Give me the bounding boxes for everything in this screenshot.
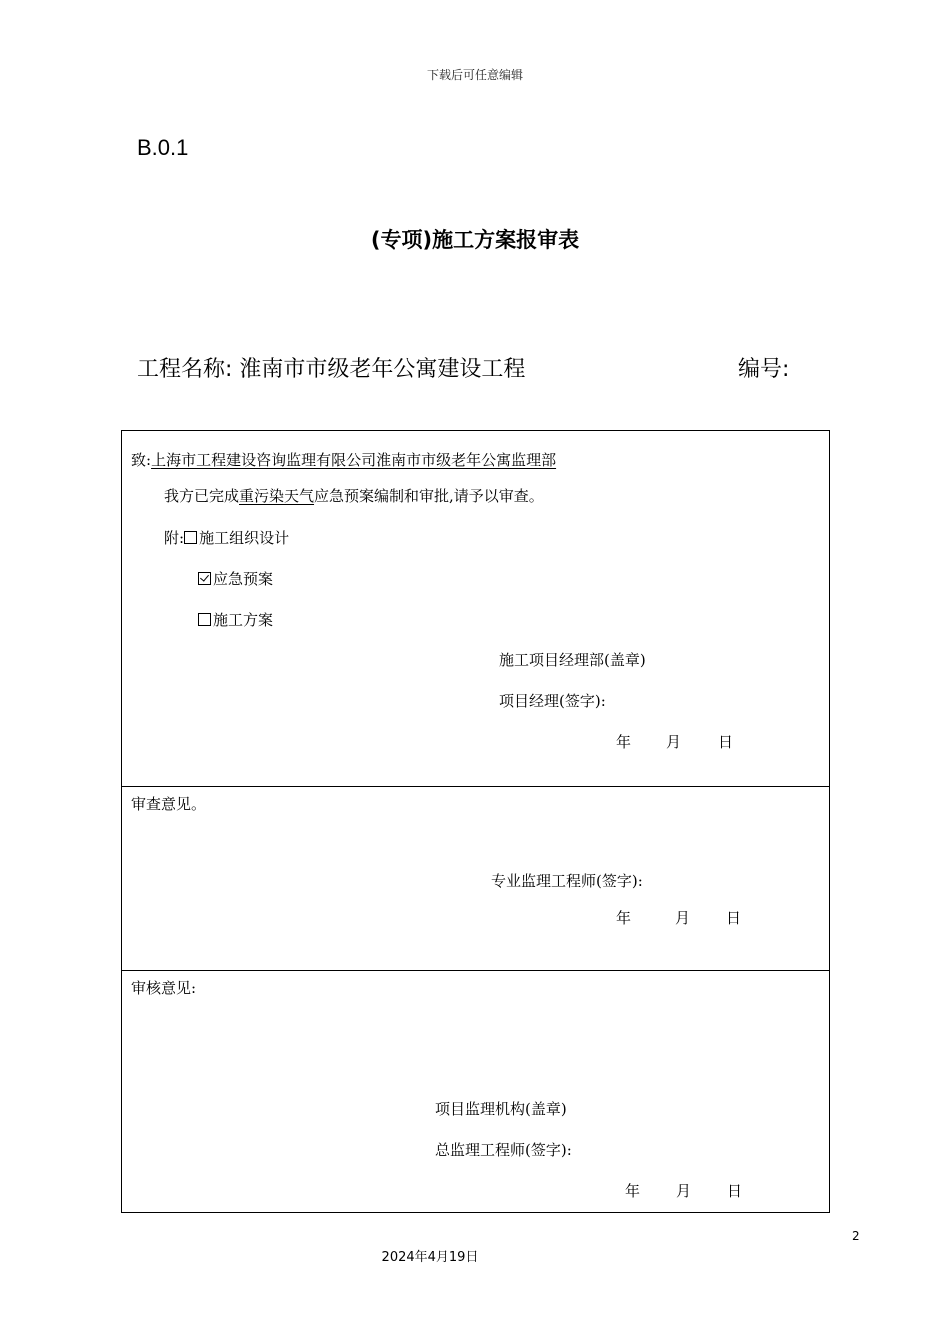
- statement-subject: 重污染天气: [239, 487, 315, 505]
- form-code: B.0.1: [137, 135, 189, 160]
- section3-day: 日: [727, 1182, 743, 1200]
- attachment-1-label: 施工组织设计: [199, 529, 290, 547]
- project-label: 工程名称:: [137, 357, 233, 382]
- section2-month: 月: [675, 909, 691, 927]
- footer-date: 2024年4月19日: [381, 1250, 479, 1265]
- attachment-label: 附:: [164, 529, 185, 547]
- recipient-line: [131, 449, 556, 470]
- review-opinion-title: 审查意见。: [131, 795, 207, 813]
- section1-day: 日: [718, 733, 734, 751]
- section3-month: 月: [676, 1182, 692, 1200]
- section2-day: 日: [726, 909, 742, 927]
- supervision-org-stamp-label: 项目监理机构(盖章): [435, 1100, 567, 1118]
- attachment-item-1: [164, 527, 289, 548]
- statement-suffix: 应急预案编制和审批,请予以审查。: [314, 487, 544, 505]
- attachment-3-label: 施工方案: [213, 611, 274, 629]
- section1-month: 月: [666, 733, 682, 751]
- checkbox-icon[interactable]: [184, 531, 197, 544]
- checkbox-icon[interactable]: [198, 613, 211, 626]
- section1-year: 年: [616, 733, 632, 751]
- page-number: 2: [852, 1229, 860, 1243]
- section2-year: 年: [616, 909, 632, 927]
- project-manager-signature-label: 项目经理(签字):: [499, 692, 606, 710]
- contractor-stamp-label: 施工项目经理部(盖章): [499, 651, 646, 669]
- submission-statement: [164, 485, 544, 506]
- to-label: 致:: [131, 451, 152, 469]
- approval-form-table: [121, 430, 830, 1213]
- project-name: 淮南市市级老年公寓建设工程: [239, 357, 526, 382]
- form-title: (专项)施工方案报审表: [370, 228, 580, 252]
- section-divider: [122, 970, 829, 971]
- audit-opinion-title: 审核意见:: [131, 979, 197, 997]
- statement-prefix: 我方已完成: [164, 487, 240, 505]
- section3-year: 年: [625, 1182, 641, 1200]
- header-note: 下载后可任意编辑: [426, 68, 523, 82]
- checked-checkbox-icon[interactable]: [198, 572, 211, 585]
- chief-supervisor-signature-label: 总监理工程师(签字):: [435, 1141, 572, 1159]
- recipient-name: 上海市工程建设咨询监理有限公司淮南市市级老年公寓监理部: [151, 451, 557, 469]
- supervisor-engineer-signature-label: 专业监理工程师(签字):: [491, 872, 643, 890]
- attachment-2-label: 应急预案: [213, 570, 274, 588]
- serial-number-label: 编号:: [738, 357, 790, 382]
- attachment-item-3: [198, 609, 273, 630]
- attachment-item-2: [198, 568, 273, 589]
- project-name-line: [137, 352, 525, 383]
- section-divider: [122, 786, 829, 787]
